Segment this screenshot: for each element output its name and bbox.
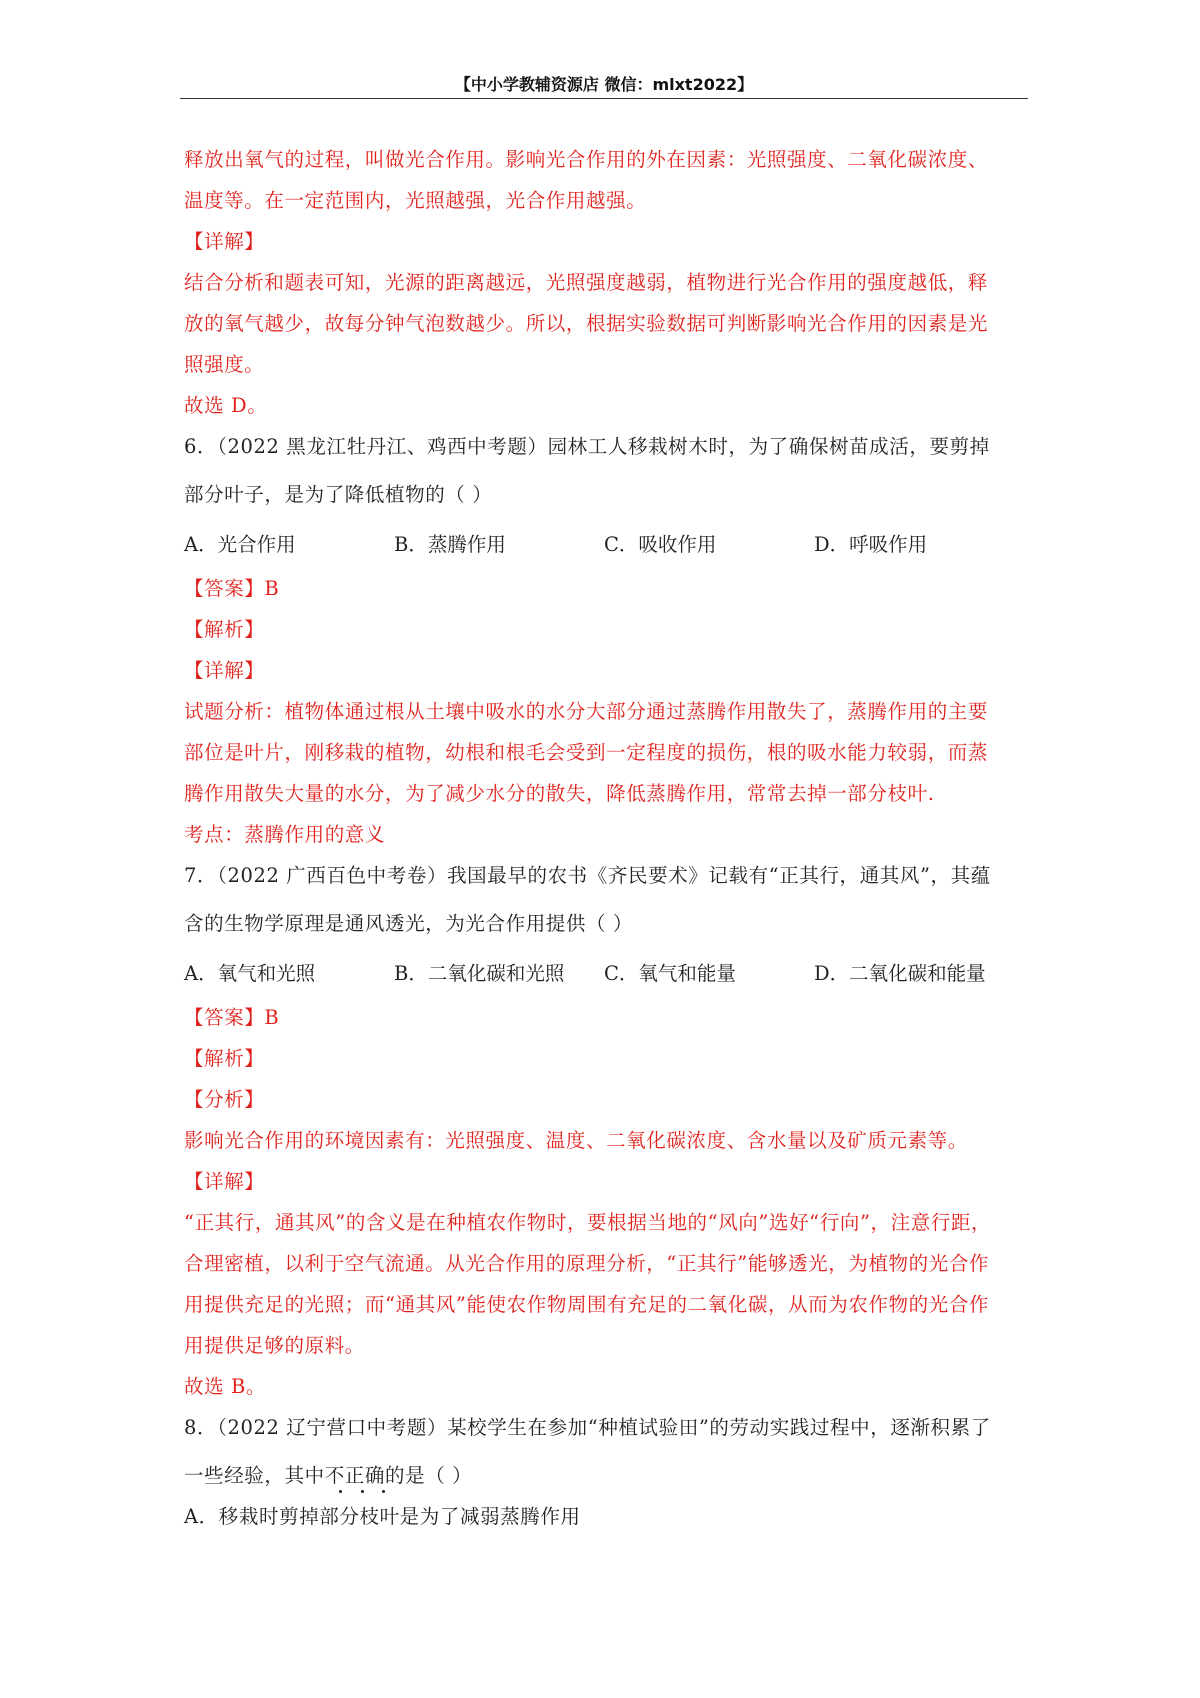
emphasis-dot	[382, 1490, 385, 1493]
question-6-stem: 部分叶子，是为了降低植物的（ ）	[184, 483, 493, 506]
section-label-detail: 【详解】	[184, 230, 265, 253]
q7-option-b: B．二氧化碳和光照	[394, 962, 565, 985]
text-line: 部位是叶片，刚移栽的植物，幼根和根毛会受到一定程度的损伤，根的吸水能力较弱，而蒸	[184, 741, 989, 764]
q6-option-a: A．光合作用	[184, 533, 296, 556]
q6-detail-label: 【详解】	[184, 659, 265, 682]
question-8-stem: 一些经验，其中不正确的是（ ）	[184, 1464, 473, 1487]
q6-key-point: 考点：蒸腾作用的意义	[184, 823, 386, 846]
text-line: 照强度。	[184, 353, 265, 376]
answer-conclusion: 故选 D。	[184, 394, 268, 417]
question-7-stem: 7．（2022 广西百色中考卷）我国最早的农书《齐民要术》记载有“正其行，通其风”，其蕴	[184, 864, 991, 887]
question-6-stem: 6．（2022 黑龙江牡丹江、鸡西中考题）园林工人移栽树木时，为了确保树苗成活，要剪掉	[184, 435, 990, 458]
q7-option-d: D．二氧化碳和能量	[814, 962, 986, 985]
q7-analysis-label: 【解析】	[184, 1047, 265, 1070]
text-line: 合理密植，以利于空气流通。从光合作用的原理分析，“正其行”能够透光，为植物的光合作	[184, 1252, 990, 1275]
q8-option-a: A．移栽时剪掉部分枝叶是为了减弱蒸腾作用	[184, 1505, 581, 1528]
q7-detail-label: 【详解】	[184, 1170, 265, 1193]
emphasis-dot	[361, 1490, 364, 1493]
text-line: 用提供充足的光照；而“通其风”能使农作物周围有充足的二氧化碳，从而为农作物的光合作	[184, 1293, 990, 1316]
text-line: 腾作用散失大量的水分，为了减少水分的散失，降低蒸腾作用，常常去掉一部分枝叶.	[184, 782, 935, 805]
q6-answer: 【答案】B	[184, 577, 280, 600]
page-header: 【中小学教辅资源店 微信：mlxt2022】	[454, 75, 754, 94]
text-line: 试题分析：植物体通过根从土壤中吸水的水分大部分通过蒸腾作用散失了，蒸腾作用的主要	[184, 700, 989, 723]
q6-option-b: B．蒸腾作用	[394, 533, 506, 556]
emphasis-dot	[339, 1490, 342, 1493]
q7-option-a: A．氧气和光照	[184, 962, 316, 985]
q7-fenxi-label: 【分析】	[184, 1088, 265, 1111]
text-line: 结合分析和题表可知，光源的距离越远，光照强度越弱，植物进行光合作用的强度越低，释	[184, 271, 989, 294]
text-line: 影响光合作用的环境因素有：光照强度、温度、二氧化碳浓度、含水量以及矿质元素等。	[184, 1129, 968, 1152]
q7-answer: 【答案】B	[184, 1006, 280, 1029]
answer-conclusion: 故选 B。	[184, 1375, 267, 1398]
question-7-stem: 含的生物学原理是通风透光，为光合作用提供（ ）	[184, 912, 633, 935]
text-line: 释放出氧气的过程，叫做光合作用。影响光合作用的外在因素：光照强度、二氧化碳浓度、	[184, 148, 989, 171]
header-divider	[180, 98, 1028, 99]
text-line: 放的氧气越少，故每分钟气泡数越少。所以，根据实验数据可判断影响光合作用的因素是光	[184, 312, 989, 335]
q7-option-c: C．氧气和能量	[604, 962, 736, 985]
q6-option-d: D．呼吸作用	[814, 533, 928, 556]
text-line: 用提供足够的原料。	[184, 1334, 365, 1357]
text-line: 温度等。在一定范围内，光照越强，光合作用越强。	[184, 189, 647, 212]
text-line: “正其行，通其风”的含义是在种植农作物时，要根据当地的“风向”选好“行向”，注意行距，	[184, 1211, 992, 1234]
q6-option-c: C．吸收作用	[604, 533, 717, 556]
q6-analysis-label: 【解析】	[184, 618, 265, 641]
question-8-stem: 8．（2022 辽宁营口中考题）某校学生在参加“种植试验田”的劳动实践过程中，逐渐积累了	[184, 1416, 991, 1439]
